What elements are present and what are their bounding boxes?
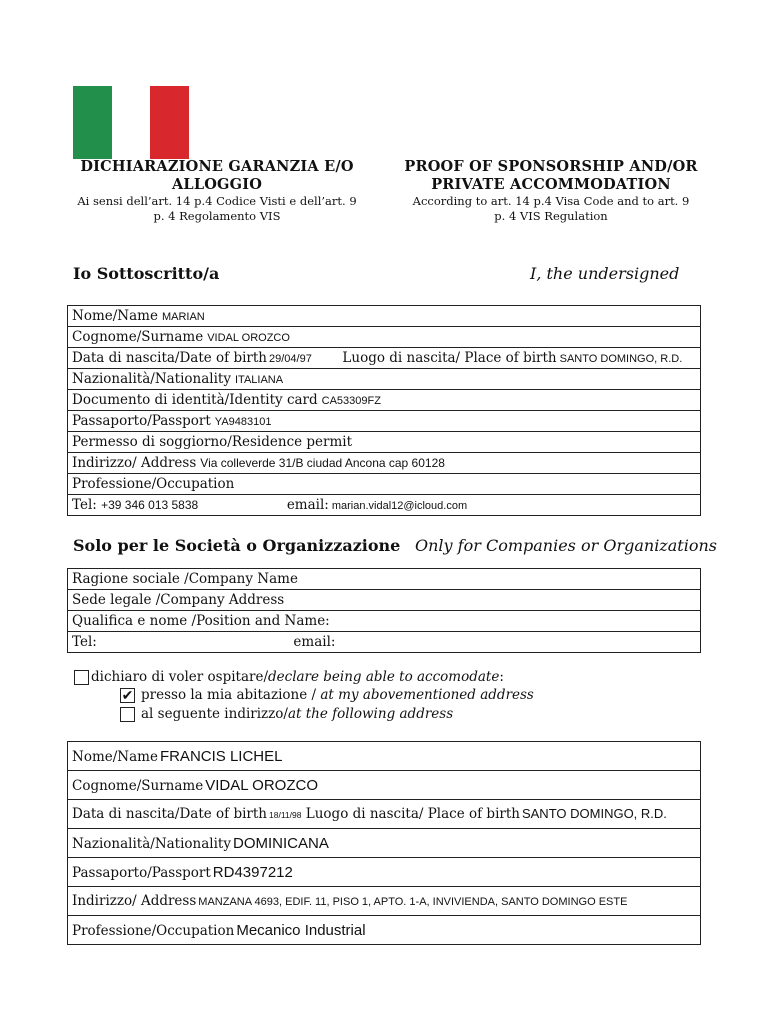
guest-row-occupation <box>68 916 701 945</box>
company-name-label: Ragione sociale /Company Name <box>72 571 298 587</box>
sponsor-id-value[interactable]: CA53309FZ <box>321 395 381 407</box>
sponsor-email-label: email: <box>286 497 329 513</box>
company-address-label: Sede legale /Company Address <box>72 592 285 608</box>
sponsor-permit-label: Permesso di soggiorno/Residence permit <box>72 434 353 450</box>
sponsor-id-label: Documento di identità/Identity card <box>72 392 318 408</box>
subtitle-en-line2: p. 4 VIS Regulation <box>494 209 608 223</box>
guest-passport-label: Passaporto/Passport <box>72 864 211 881</box>
sponsor-row-permit <box>68 432 701 453</box>
guest-row-passport <box>68 858 701 887</box>
sponsor-row-name <box>68 306 701 327</box>
option-following-address-it: al seguente indirizzo/ <box>141 706 288 722</box>
subtitle-it-line1: Ai sensi dell’art. 14 p.4 Codice Visti e dell’art. 9 <box>77 194 357 208</box>
title-en-line2: PRIVATE ACCOMMODATION <box>431 176 671 193</box>
option-my-address-en: at my abovementioned address <box>320 687 534 703</box>
declare-host-colon: : <box>499 669 504 685</box>
italian-flag <box>73 86 189 159</box>
section-undersigned-title-en: I, the undersigned <box>530 264 680 283</box>
guest-row-address <box>68 887 701 916</box>
flag-red-band <box>150 86 189 159</box>
guest-name-value[interactable]: FRANCIS LICHEL <box>159 747 283 765</box>
guest-nationality-label: Nazionalità/Nationality <box>72 835 231 852</box>
guest-address-value[interactable]: MANZANA 4693, EDIF. 11, PISO 1, APTO. 1-A, INVIVIENDA, SANTO DOMINGO ESTE <box>198 896 628 908</box>
sponsor-address-value[interactable]: Via colleverde 31/B ciudad Ancona cap 60128 <box>200 456 445 470</box>
sponsor-address-label: Indirizzo/ Address <box>72 455 197 471</box>
sponsor-row-address <box>68 453 701 474</box>
declare-host-en: declare being able to accomodate <box>268 669 500 685</box>
company-row-name <box>68 569 701 590</box>
sponsor-email-value[interactable]: marian.vidal12@icloud.com <box>331 500 468 512</box>
sponsor-occupation-label: Professione/Occupation <box>72 476 235 492</box>
header-english <box>396 158 706 224</box>
guest-table <box>67 741 701 945</box>
guest-row-birth <box>68 800 701 829</box>
sponsor-name-label: Nome/Name <box>72 308 158 324</box>
guest-dob-label: Data di nascita/Date of birth <box>72 806 267 822</box>
declare-host-checkbox[interactable] <box>74 670 89 685</box>
company-row-address <box>68 590 701 611</box>
sponsor-surname-label: Cognome/Surname <box>72 329 204 345</box>
sponsor-row-id <box>68 390 701 411</box>
sponsor-tel-label: Tel: <box>72 497 97 513</box>
flag-white-band <box>112 86 151 159</box>
sponsor-tel-value[interactable]: +39 346 013 5838 <box>101 498 199 512</box>
guest-surname-value[interactable]: VIDAL OROZCO <box>205 776 318 794</box>
guest-row-name <box>68 742 701 771</box>
sponsor-row-occupation <box>68 474 701 495</box>
option-following-address-text <box>141 706 453 722</box>
guest-row-nationality <box>68 829 701 858</box>
company-tel-label: Tel: <box>72 634 97 650</box>
sponsor-dob-label: Data di nascita/Date of birth <box>72 350 267 366</box>
section-undersigned-title-it: Io Sottoscritto/a <box>73 264 220 283</box>
sponsor-nationality-value[interactable]: ITALIANA <box>234 374 284 386</box>
guest-dob-value[interactable]: 18/11/98 <box>269 810 302 820</box>
title-it-line1: DICHIARAZIONE GARANZIA E/O <box>80 158 354 175</box>
sponsor-table <box>67 305 701 516</box>
guest-address-label: Indirizzo/ Address <box>72 893 197 909</box>
option-my-address-it: presso la mia abitazione / <box>141 687 321 703</box>
guest-pob-label: Luogo di nascita/ Place of birth <box>305 806 520 822</box>
option-my-address-checkbox[interactable]: ✔ <box>121 688 134 704</box>
sponsor-passport-label: Passaporto/Passport <box>72 413 211 429</box>
title-en-line1: PROOF OF SPONSORSHIP AND/OR <box>404 158 698 175</box>
subtitle-it-line2: p. 4 Regolamento VIS <box>153 209 281 223</box>
sponsor-name-value[interactable]: MARIAN <box>161 311 205 323</box>
sponsor-passport-value[interactable]: YA9483101 <box>214 416 272 428</box>
company-email-label: email: <box>293 634 336 650</box>
option-following-address-en: at the following address <box>287 706 454 722</box>
sponsor-row-passport <box>68 411 701 432</box>
sponsor-row-contact <box>68 495 701 516</box>
company-row-position <box>68 611 701 632</box>
guest-passport-value[interactable]: RD4397212 <box>212 863 293 881</box>
company-row-contact <box>68 632 701 653</box>
subtitle-en-line1: According to art. 14 p.4 Visa Code and to art. 9 <box>412 194 690 208</box>
company-table <box>67 568 701 653</box>
sponsor-row-birth <box>68 348 701 369</box>
sponsor-nationality-label: Nazionalità/Nationality <box>72 371 231 387</box>
sponsor-surname-value[interactable]: VIDAL OROZCO <box>207 332 290 344</box>
guest-surname-label: Cognome/Surname <box>72 777 204 794</box>
flag-green-band <box>73 86 112 159</box>
guest-occupation-value[interactable]: Mecanico Industrial <box>236 921 366 939</box>
sponsor-row-nationality <box>68 369 701 390</box>
guest-occupation-label: Professione/Occupation <box>72 922 235 939</box>
option-following-address-checkbox[interactable] <box>120 707 135 722</box>
section-company-title-it: Solo per le Società o Organizzazione <box>73 536 401 555</box>
section-company-title-en: Only for Companies or Organizations <box>415 536 717 555</box>
sponsor-dob-value[interactable]: 29/04/97 <box>269 353 312 365</box>
header-italian <box>62 158 372 224</box>
title-it-line2: ALLOGGIO <box>171 176 263 193</box>
guest-row-surname <box>68 771 701 800</box>
sponsor-row-surname <box>68 327 701 348</box>
guest-pob-value[interactable]: SANTO DOMINGO, R.D. <box>521 806 667 821</box>
sponsor-pob-value[interactable]: SANTO DOMINGO, R.D. <box>559 353 683 365</box>
declare-host-text <box>91 669 504 685</box>
company-position-label: Qualifica e nome /Position and Name: <box>72 613 330 629</box>
declare-host-it: dichiaro di voler ospitare/ <box>91 669 268 685</box>
guest-name-label: Nome/Name <box>72 748 158 765</box>
option-my-address-text <box>141 687 534 703</box>
sponsor-pob-label: Luogo di nascita/ Place of birth <box>342 350 557 366</box>
guest-nationality-value[interactable]: DOMINICANA <box>232 834 329 852</box>
